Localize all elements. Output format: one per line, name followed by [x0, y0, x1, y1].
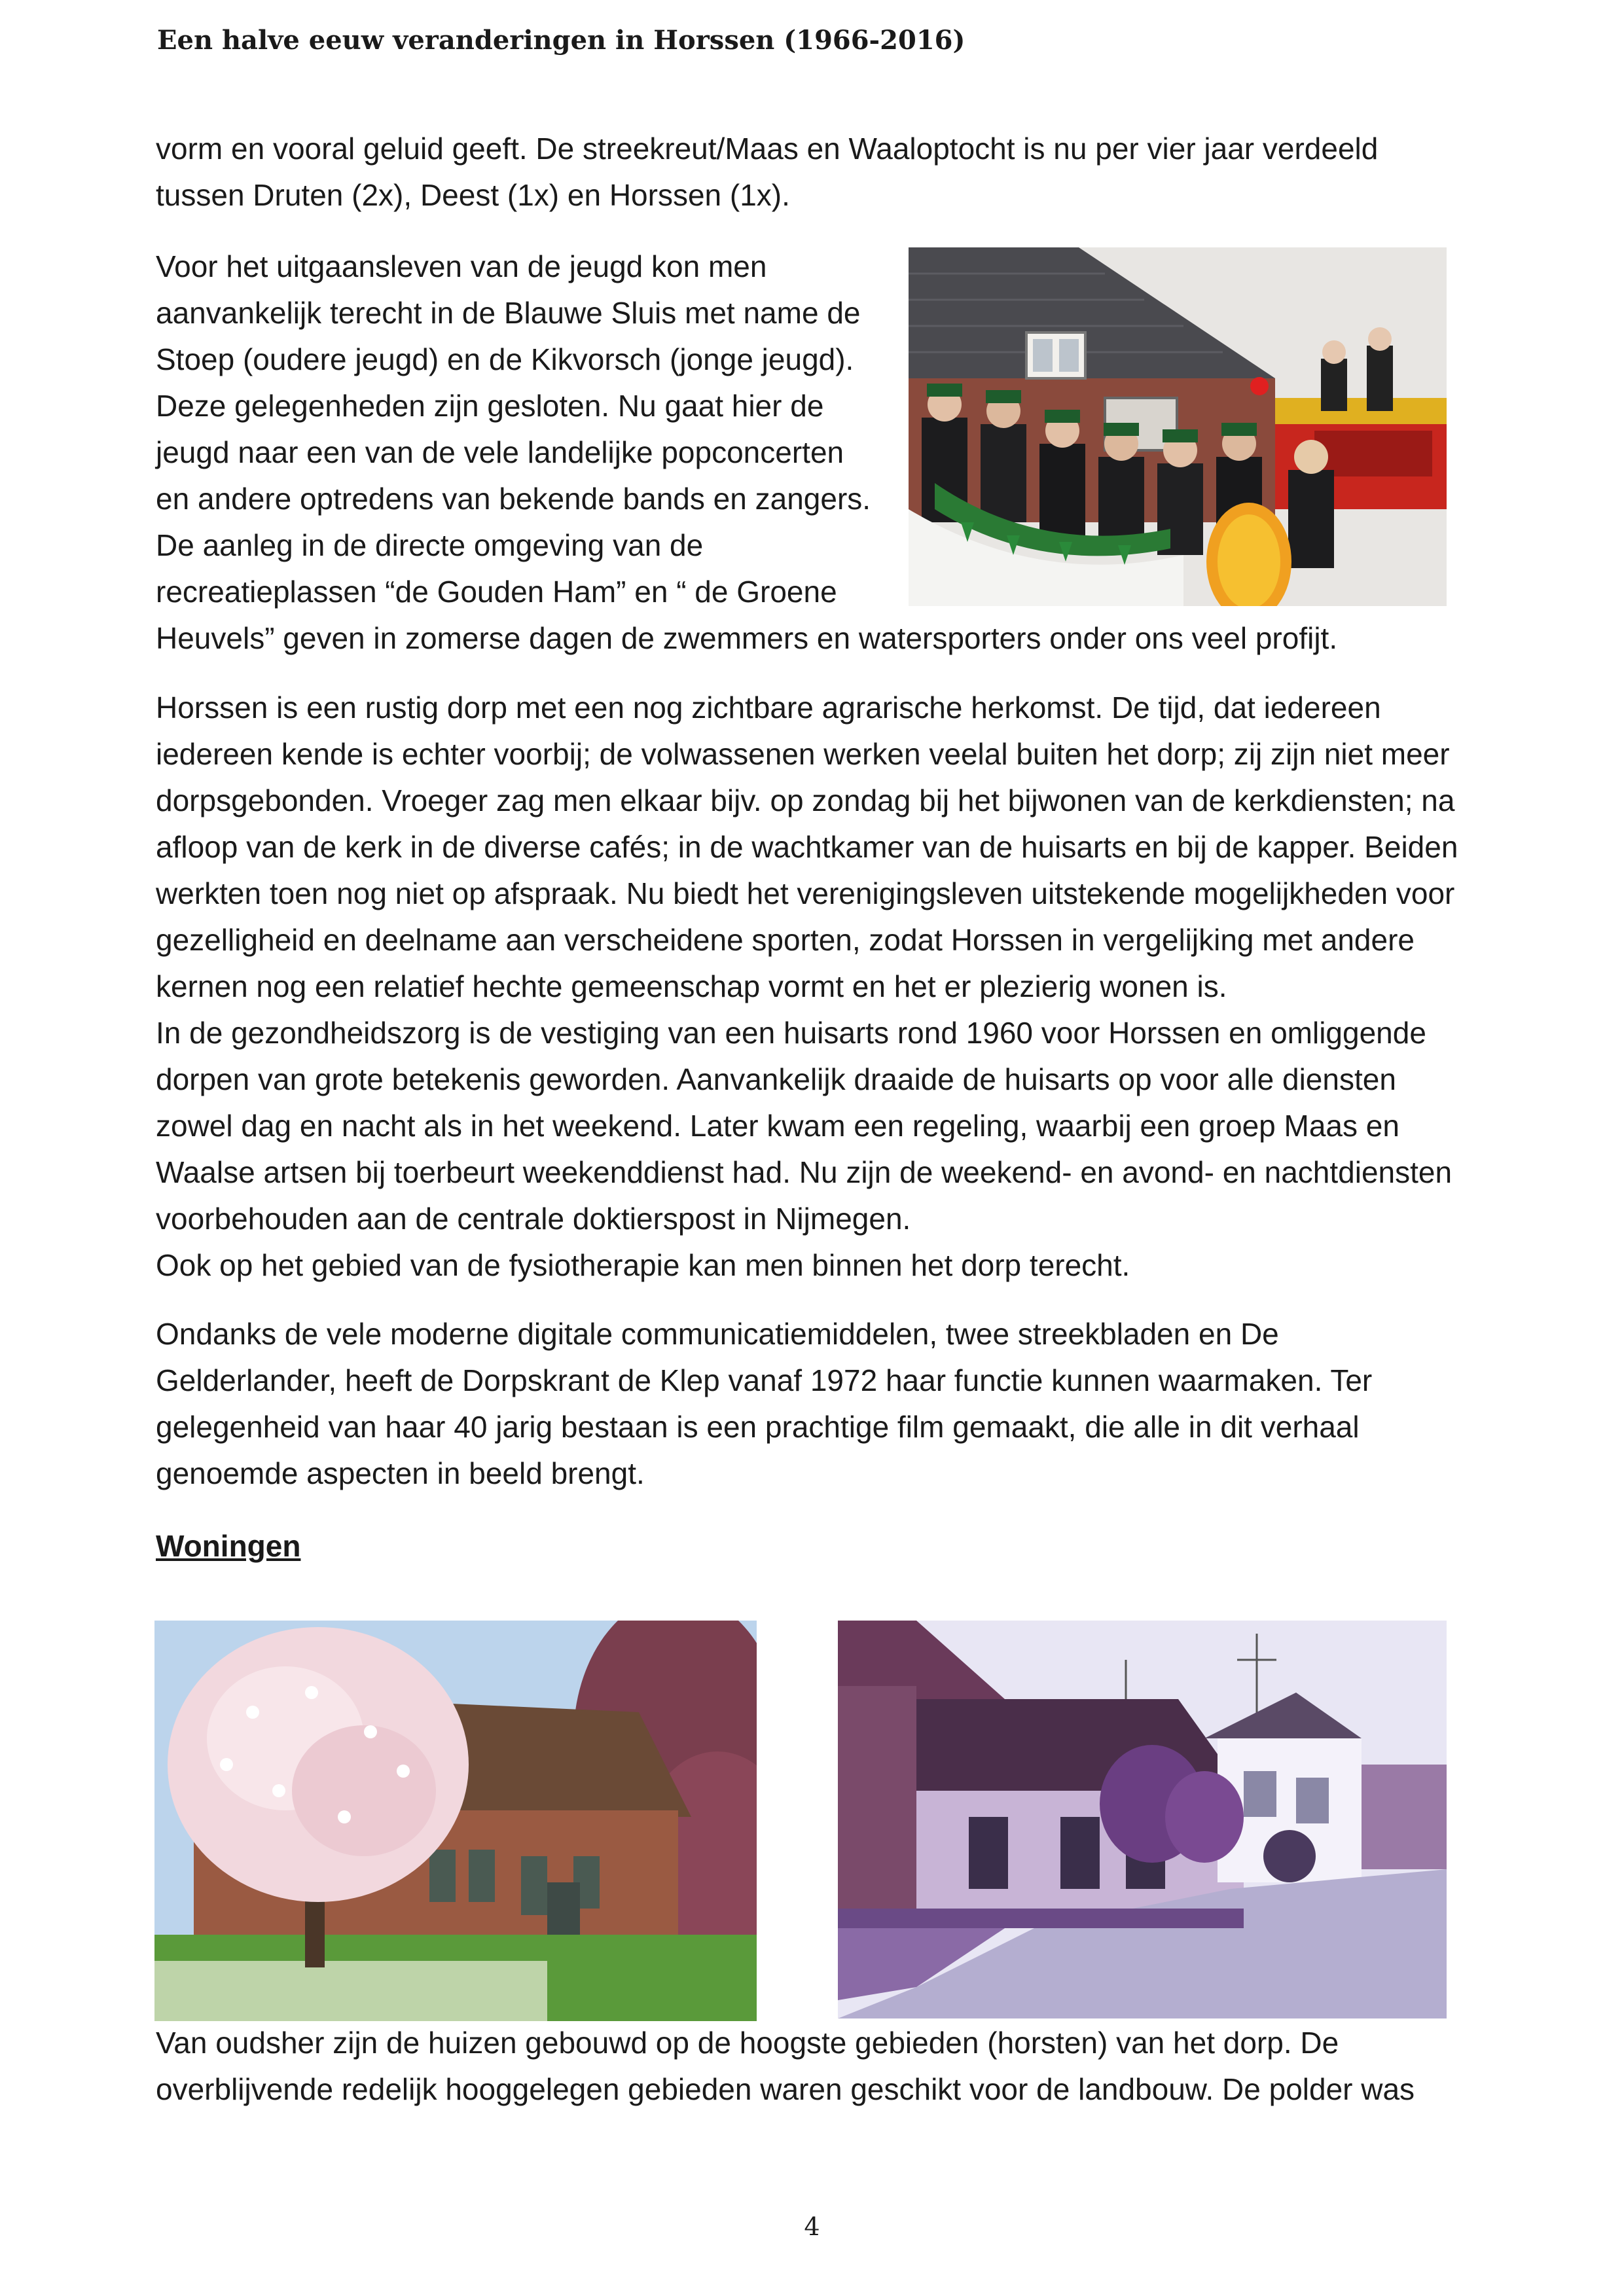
text-line: en andere optredens van bekende bands en zangers.: [156, 482, 871, 516]
running-header: Een halve eeuw veranderingen in Horssen (1966-2016): [157, 25, 965, 56]
text-line: jeugd naar een van de vele landelijke popconcerten: [156, 435, 844, 469]
text-line: Voor het uitgaansleven van de jeugd kon men: [156, 249, 767, 283]
text-line: De aanleg in de directe omgeving van de: [156, 528, 704, 562]
text-line: kernen nog een relatief hechte gemeenschap vormt en het er plezierig wonen is.: [156, 969, 1227, 1003]
text-line: gelegenheid van haar 40 jarig bestaan is een prachtige film gemaakt, die alle in dit verhaal: [156, 1410, 1360, 1444]
carnival-parade-photo: [909, 247, 1447, 606]
text-line: gezelligheid en deelname aan verscheidene sporten, zodat Horssen in vergelijking met andere: [156, 923, 1415, 957]
text-line: aanvankelijk terecht in de Blauwe Sluis met name de: [156, 296, 861, 330]
paragraph-housing: [156, 2020, 1491, 2113]
text-line: recreatieplassen “de Gouden Ham” en “ de Groene: [156, 575, 837, 609]
page-number: 4: [804, 2212, 820, 2241]
text-line: Waalse artsen bij toerbeurt weekenddienst had. Nu zijn de weekend- en avond- en nachtdiensten: [156, 1155, 1453, 1189]
text-line: dorpsgebonden. Vroeger zag men elkaar bijv. op zondag bij het bijwonen van de kerkdiensten; na: [156, 783, 1455, 817]
text-line: Heuvels” geven in zomerse dagen de zwemmers en watersporters onder ons veel profijt.: [156, 621, 1338, 655]
text-line: Van oudsher zijn de huizen gebouwd op de hoogste gebieden (horsten) van het dorp. De: [156, 2026, 1339, 2060]
paragraph-newspaper: [156, 1311, 1491, 1497]
text-line: zowel dag en nacht als in het weekend. Later kwam een regeling, waarbij een groep Maas en: [156, 1109, 1399, 1143]
text-line: voorbehouden aan de centrale doktierspost in Nijmegen.: [156, 1202, 911, 1236]
text-line: tussen Druten (2x), Deest (1x) en Horssen (1x).: [156, 178, 790, 212]
paragraph-intro: [156, 126, 1491, 219]
text-line: overblijvende redelijk hooggelegen gebieden waren geschikt voor de landbouw. De polder was: [156, 2072, 1415, 2106]
text-line: Stoep (oudere jeugd) en de Kikvorsch (jonge jeugd).: [156, 342, 854, 376]
section-heading: Woningen: [156, 1529, 301, 1563]
text-line: In de gezondheidszorg is de vestiging van een huisarts rond 1960 voor Horssen en omliggende: [156, 1016, 1426, 1050]
text-line: Ook op het gebied van de fysiotherapie kan men binnen het dorp terecht.: [156, 1248, 1130, 1282]
text-line: Horssen is een rustig dorp met een nog zichtbare agrarische herkomst. De tijd, dat iedereen: [156, 691, 1381, 725]
farmhouse-magnolia-photo: [154, 1621, 757, 2021]
text-line: dorpen van grote betekenis geworden. Aanvankelijk draaide de huisarts op voor alle diensten: [156, 1062, 1396, 1096]
text-line: genoemde aspecten in beeld brengt.: [156, 1456, 645, 1490]
village-street-photo: [838, 1621, 1447, 2018]
text-line: afloop van de kerk in de diverse cafés; in de wachtkamer van de huisarts en bij de kapper. Beiden: [156, 830, 1458, 864]
text-line: iedereen kende is echter voorbij; de volwassenen werken veelal buiten het dorp; zij zijn niet meer: [156, 737, 1450, 771]
text-line: vorm en vooral geluid geeft. De streekreut/Maas en Waaloptocht is nu per vier jaar verdeeld: [156, 132, 1379, 166]
paragraph-village-life: [156, 685, 1491, 1289]
text-line: Ondanks de vele moderne digitale communicatiemiddelen, twee streekbladen en De: [156, 1317, 1279, 1351]
text-line: Deze gelegenheden zijn gesloten. Nu gaat hier de: [156, 389, 824, 423]
text-line: werkten toen nog niet op afspraak. Nu biedt het verenigingsleven uitstekende mogelijkheden voor: [156, 876, 1455, 910]
text-line: Gelderlander, heeft de Dorpskrant de Klep vanaf 1972 haar functie kunnen waarmaken. Ter: [156, 1363, 1373, 1397]
